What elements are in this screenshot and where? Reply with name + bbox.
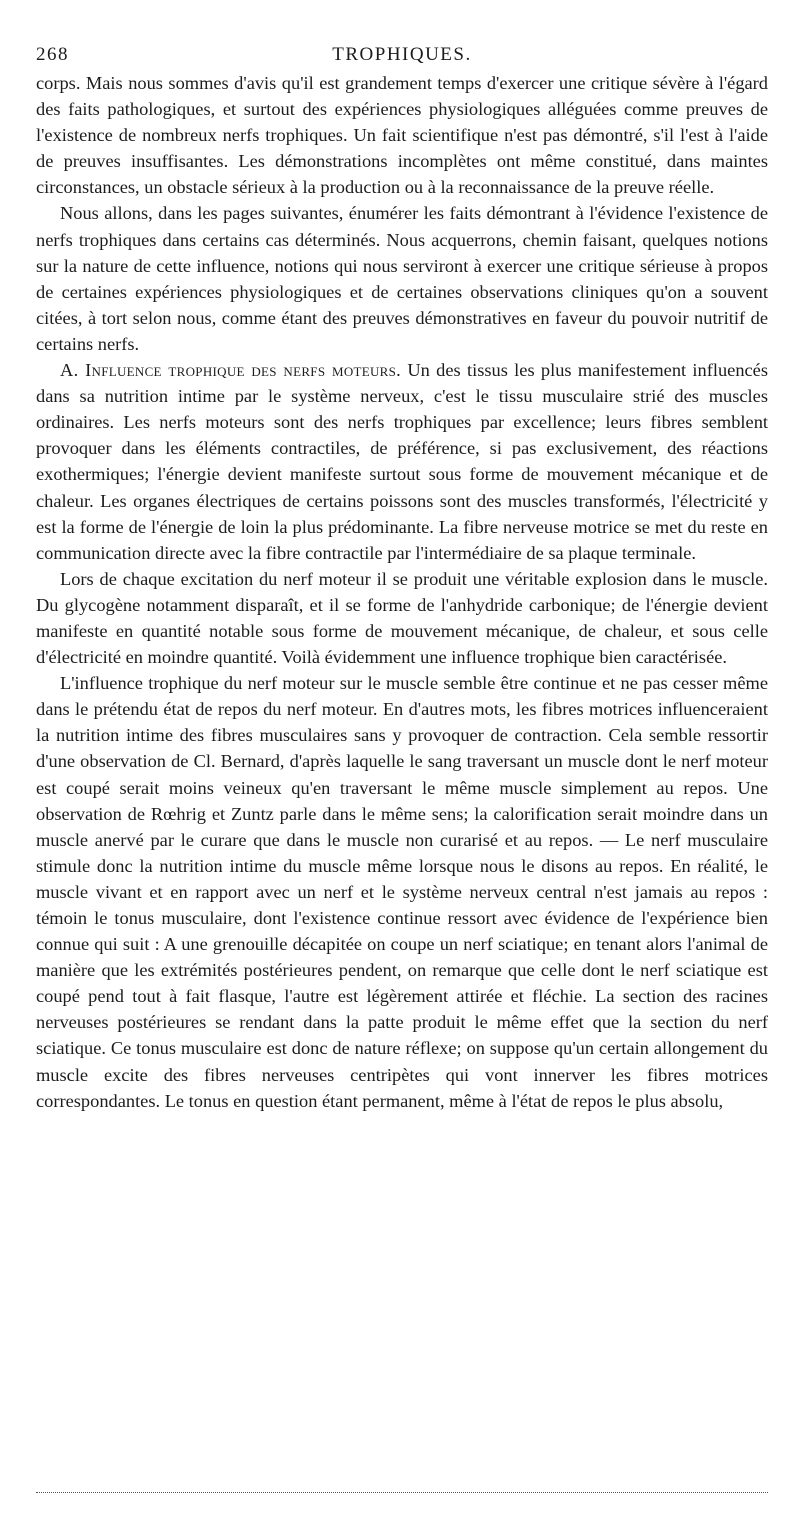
paragraph: corps. Mais nous sommes d'avis qu'il est grandement temps d'exercer une critique sévère à l'égard des faits pathologiques, et surtout des expériences physiologiques alléguées comme preuves de l'existence de nombreux nerfs trophiques. Un fait scientifique n'est pas démontré, s'il l'est à l'aide de preuves insuffisantes. Les démonstrations incomplètes ont même constitué, dans maintes circonstances, un obstacle sérieux à la production ou à la reconnaissance de la preuve réelle.	[36, 73, 768, 198]
paragraph: Nous allons, dans les pages suivantes, énumérer les faits démontrant à l'évidence l'existence de nerfs trophiques dans certains cas déterminés. Nous acquerrons, chemin faisant, quelques notions sur la nature de cette influence, notions qui nous serviront à exercer une critique sérieuse à propos de certaines expériences physiologiques et de certaines observations cliniques qu'on a souvent citées, à tort selon nous, comme étant des preuves démonstratives en faveur du pouvoir nutritif de certains nerfs.	[36, 203, 768, 354]
book-page	[36, 40, 768, 1114]
running-title: TROPHIQUES.	[332, 44, 472, 65]
running-head	[36, 40, 768, 70]
footer-rule	[36, 1492, 768, 1493]
paragraph-text: Un des tissus les plus manifestement influencés dans sa nutrition intime par le système nerveux, c'est le tissu musculaire strié des muscles ordinaires. Les nerfs moteurs sont des nerfs trophiques par excellence; leurs fibres semblent provoquer dans les éléments contractiles, de préférence, si pas exclusivement, des réactions exothermiques; l'énergie devient manifeste surtout sous forme de mouvement mécanique et de chaleur. Les organes électriques de certains poissons sont des muscles transformés, l'électricité y est la forme de l'énergie de loin la plus prédominante. La fibre nerveuse motrice se met du reste en communication directe avec la fibre contractile par l'intermédiaire de sa plaque terminale.	[36, 360, 768, 563]
body-text	[36, 70, 768, 1114]
paragraph: Lors de chaque excitation du nerf moteur il se produit une véritable explosion dans le muscle. Du glycogène notamment disparaît, et il se forme de l'anhydride carbonique; de l'énergie devient manifeste en quantité notable sous forme de mouvement mécanique, de chaleur, et sous celle d'électricité en moindre quantité. Voilà évidemment une influence trophique bien caractérisée.	[36, 568, 768, 668]
section-heading: A. Influence trophique des nerfs moteurs.	[60, 360, 402, 381]
page-number: 268	[36, 44, 69, 65]
paragraph: L'influence trophique du nerf moteur sur le muscle semble être continue et ne pas cesser même dans le prétendu état de repos du nerf moteur. En d'autres mots, les fibres motrices influenceraient la nutrition intime des fibres musculaires sans y provoquer de contraction. Cela semble ressortir d'une observation de Cl. Bernard, d'après laquelle le sang traversant un muscle dont le nerf moteur est coupé serait moins veineux qu'en traversant le même muscle simplement au repos. Une observation de Rœhrig et Zuntz parle dans le même sens; la calorification serait moindre dans un muscle anervé par le curare que dans le muscle non curarisé et au repos. — Le nerf musculaire stimule donc la nutrition intime du muscle même lorsque nous le disons au repos. En réalité, le muscle vivant et en rapport avec un nerf et le système nerveux central n'est jamais au repos : témoin le tonus musculaire, dont l'existence continue ressort avec évidence de l'expérience bien connue qui suit : A une grenouille décapitée on coupe un nerf sciatique; en tenant alors l'animal de manière que les extrémités postérieures pendent, on remarque que celle dont le nerf sciatique est coupé pend tout à fait flasque, l'autre est légèrement attirée et fléchie. La section des racines nerveuses postérieures se rendant dans la patte produit le même effet que la section du nerf sciatique. Ce tonus musculaire est donc de nature réflexe; on suppose qu'un certain allongement du muscle excite des fibres nerveuses centripètes qui vont innerver les fibres motrices correspondantes. Le tonus en question étant permanent, même à l'état de repos le plus absolu,	[36, 673, 768, 1111]
paragraph	[36, 357, 768, 566]
